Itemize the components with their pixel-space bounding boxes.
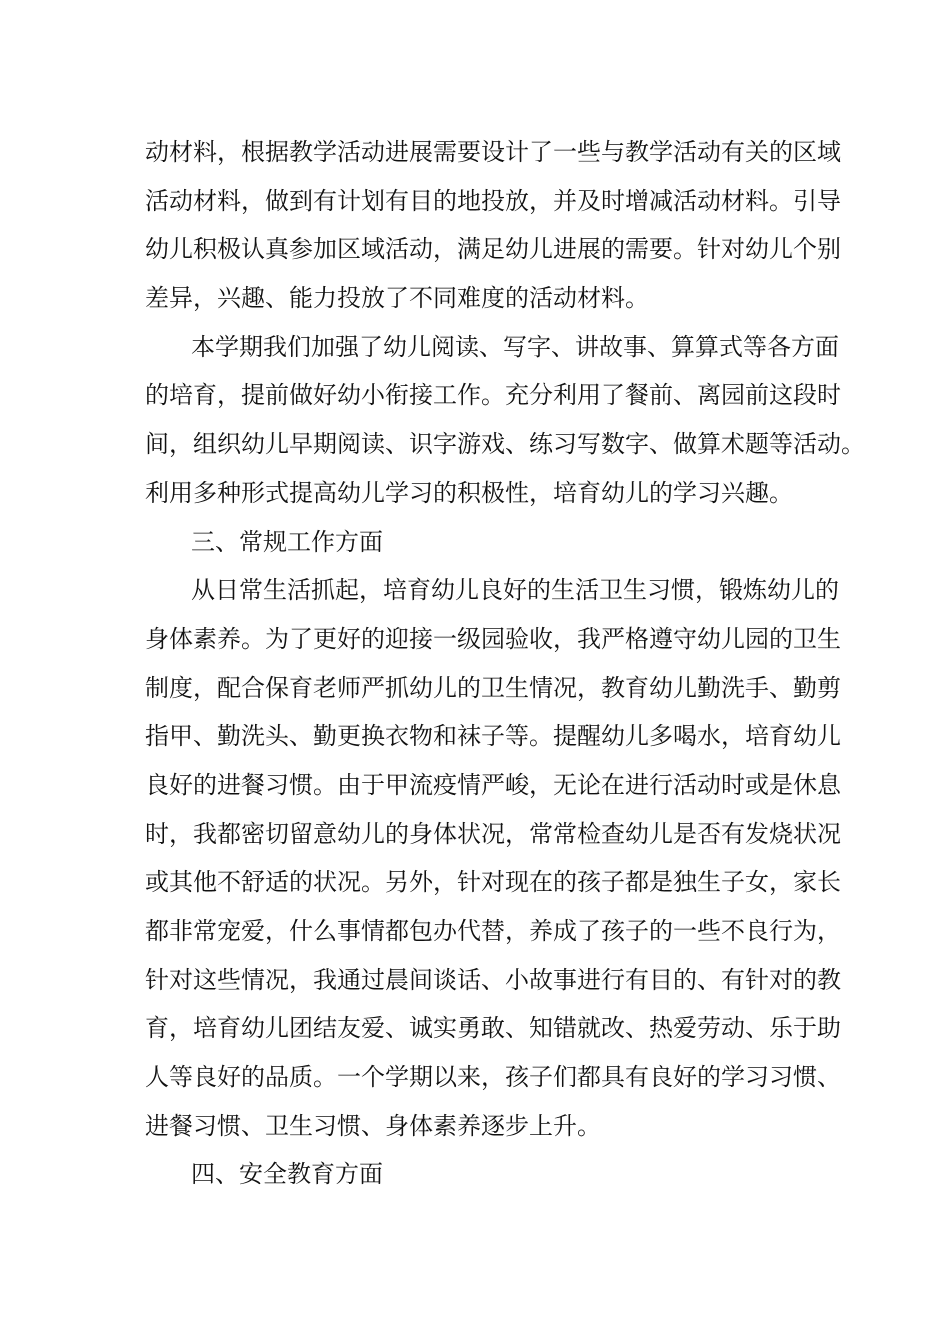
document-line: 都非常宠爱，什么事情都包办代替，养成了孩子的一些不良行为， (145, 917, 841, 945)
document-line: 幼儿积极认真参加区域活动，满足幼儿进展的需要。针对幼儿个别 (145, 235, 841, 264)
document-line: 身体素养。为了更好的迎接一级园验收，我严格遵守幼儿园的卫生 (145, 624, 841, 653)
document-line: 差异，兴趣、能力投放了不同难度的活动材料。 (145, 284, 649, 313)
document-line: 利用多种形式提高幼儿学习的积极性，培育幼儿的学习兴趣。 (145, 478, 793, 507)
document-line: 制度，配合保育老师严抓幼儿的卫生情况，教育幼儿勤洗手、勤剪 (145, 673, 841, 702)
document-line: 的培育，提前做好幼小衔接工作。充分利用了餐前、离园前这段时 (145, 381, 841, 410)
document-line: 人等良好的品质。一个学期以来，孩子们都具有良好的学习习惯、 (145, 1063, 841, 1092)
document-line: 活动材料，做到有计划有目的地投放，并及时增减活动材料。引导 (145, 186, 841, 215)
document-line: 进餐习惯、卫生习惯、身体素养逐步上升。 (145, 1111, 601, 1140)
document-body (145, 128, 865, 1199)
document-line: 本学期我们加强了幼儿阅读、写字、讲故事、算算式等各方面 (191, 332, 839, 361)
document-line: 从日常生活抓起，培育幼儿良好的生活卫生习惯，锻炼幼儿的 (191, 576, 839, 605)
document-line: 或其他不舒适的状况。另外，针对现在的孩子都是独生子女，家长 (145, 868, 841, 897)
document-line: 指甲、勤洗头、勤更换衣物和袜子等。提醒幼儿多喝水，培育幼儿 (145, 722, 841, 751)
document-line: 三、常规工作方面 (191, 527, 383, 556)
document-line: 时，我都密切留意幼儿的身体状况，常常检查幼儿是否有发烧状况 (145, 819, 841, 848)
document-line: 育，培育幼儿团结友爱、诚实勇敢、知错就改、热爱劳动、乐于助 (145, 1014, 841, 1043)
document-line: 针对这些情况，我通过晨间谈话、小故事进行有目的、有针对的教 (145, 965, 841, 994)
document-line: 四、安全教育方面 (191, 1160, 383, 1189)
document-line: 动材料，根据教学活动进展需要设计了一些与教学活动有关的区域 (145, 138, 841, 166)
document-line: 间，组织幼儿早期阅读、识字游戏、练习写数字、做算术题等活动。 (145, 430, 865, 459)
document-line: 良好的进餐习惯。由于甲流疫情严峻，无论在进行活动时或是休息 (145, 770, 841, 799)
